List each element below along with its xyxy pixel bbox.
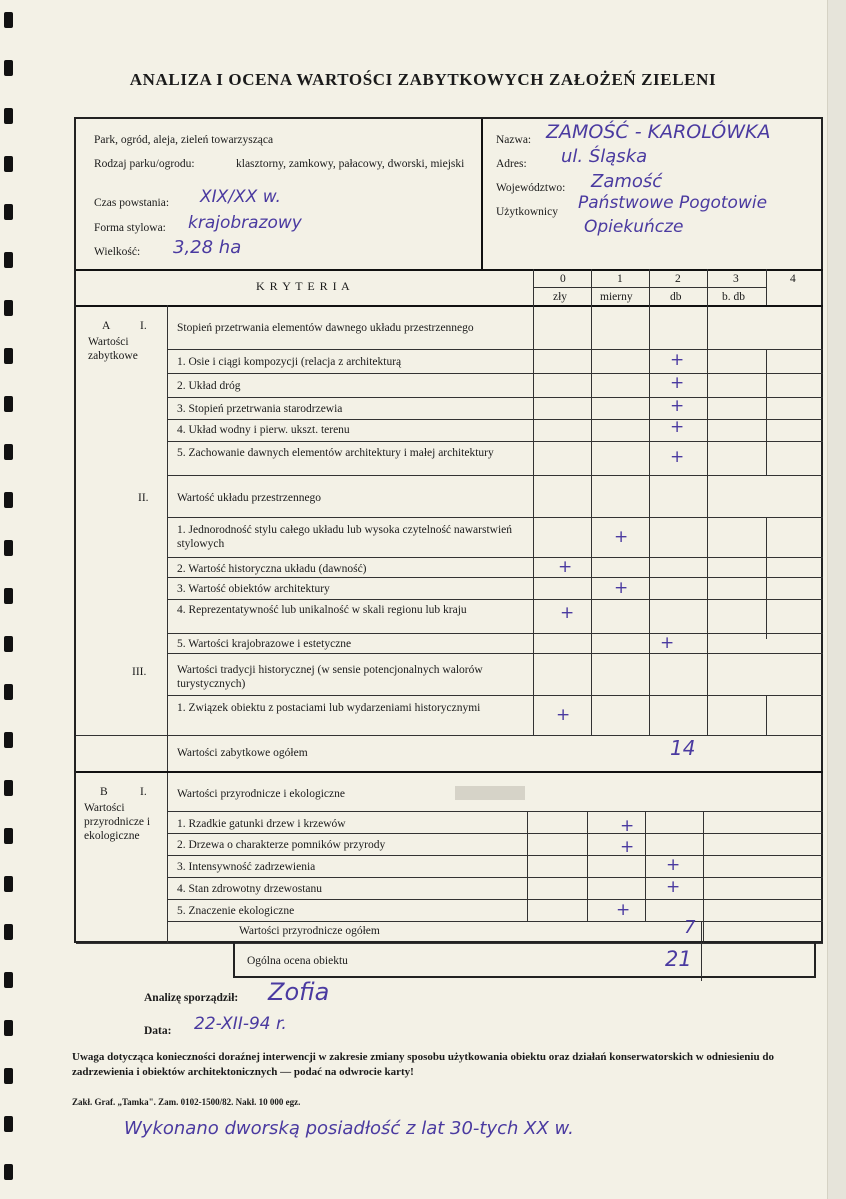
mark-a1-1: + xyxy=(670,350,685,370)
mark-a2-5: + xyxy=(660,633,675,653)
address-value: ul. Śląska xyxy=(561,146,648,167)
address-label: Adres: xyxy=(496,158,527,170)
mark-b1-1: + xyxy=(620,816,635,836)
mark-a2-4: + xyxy=(560,603,575,623)
ink-smudge xyxy=(455,786,525,800)
users-value-2: Opiekuńcze xyxy=(584,217,684,237)
overall-value: 21 xyxy=(665,947,692,971)
col-3-word: b. db xyxy=(722,291,745,303)
section-b-total-value: 7 xyxy=(684,917,696,938)
type-options: klasztorny, zamkowy, pałacowy, dworski, miejski xyxy=(236,158,465,170)
assessment-form xyxy=(74,117,823,943)
criterion-a1-2: 2. Układ dróg xyxy=(177,380,241,392)
criteria-label: K R Y T E R I A xyxy=(256,279,351,293)
section-a-letter: A xyxy=(102,320,111,332)
criterion-b1-1: 1. Rzadkie gatunki drzew i krzewów xyxy=(177,818,346,830)
date-value: 22-XII-94 r. xyxy=(194,1014,287,1034)
mark-b1-2: + xyxy=(620,837,635,857)
users-value-1: Państwowe Pogotowie xyxy=(578,193,768,213)
section-a-total-label: Wartości zabytkowe ogółem xyxy=(177,747,308,759)
criterion-a2-2: 2. Wartość historyczna układu (dawność) xyxy=(177,563,367,575)
criterion-a1-3: 3. Stopień przetrwania starodrzewia xyxy=(177,403,343,415)
section-b-total-label: Wartości przyrodnicze ogółem xyxy=(239,925,380,937)
criterion-a1-5: 5. Zachowanie dawnych elementów architektury i małej architektury xyxy=(177,447,494,459)
voivodeship-value: Zamość xyxy=(591,171,663,192)
section-a-roman: I. xyxy=(140,320,147,332)
group-a3-title: Wartości tradycji historycznej (w sensie potencjonalnych walorów turystycznych) xyxy=(177,664,483,690)
criterion-a3-1: 1. Związek obiektu z postaciami lub wydarzeniami historycznymi xyxy=(177,702,481,714)
group-a2-title: Wartość układu przestrzennego xyxy=(177,492,322,504)
date-label: Data: xyxy=(144,1025,172,1037)
col-0-word: zły xyxy=(553,291,568,303)
col-0-number: 0 xyxy=(560,273,566,285)
mark-a3-1: + xyxy=(556,705,571,725)
criterion-a2-5: 5. Wartości krajobrazowe i estetyczne xyxy=(177,638,352,650)
group-b1-title: Wartości przyrodnicze i ekologiczne xyxy=(177,788,345,800)
style-value: krajobrazowy xyxy=(188,213,302,233)
criterion-b1-3: 3. Intensywność zadrzewienia xyxy=(177,861,316,873)
col-2-number: 2 xyxy=(675,273,681,285)
criterion-a2-4: 4. Reprezentatywność lub unikalność w skali regionu lub kraju xyxy=(177,604,467,616)
document-title: ANALIZA I OCENA WARTOŚCI ZABYTKOWYCH ZAŁOŻEŃ ZIELENI xyxy=(129,70,717,89)
mark-a1-5: + xyxy=(670,447,685,467)
criterion-b1-5: 5. Znaczenie ekologiczne xyxy=(177,905,295,917)
mark-a2-2: + xyxy=(558,557,573,577)
mark-a1-2: + xyxy=(670,373,685,393)
paper-edge xyxy=(827,0,846,1199)
type-label: Rodzaj parku/ogrodu: xyxy=(94,158,195,170)
group-a1-title: Stopień przetrwania elementów dawnego układu przestrzennego xyxy=(177,322,474,334)
criterion-b1-2: 2. Drzewa o charakterze pomników przyrody xyxy=(177,839,386,851)
users-label: Użytkownicy xyxy=(496,206,558,218)
voivodeship-label: Województwo: xyxy=(496,182,566,194)
mark-a1-4: + xyxy=(670,417,685,437)
section-a-name: Wartości zabytkowe xyxy=(88,336,138,362)
size-value: 3,28 ha xyxy=(173,237,242,258)
mark-a1-3: + xyxy=(670,396,685,416)
overall-box xyxy=(233,941,816,978)
footer-note: Uwaga dotycząca konieczności doraźnej interwencji w zakresie zmiany sposobu użytkowania obiektu oraz działań konserwatorskich w odniesieniu do zadrzewienia i obiektów architektonicznych — podać na odwrocie karty! xyxy=(72,1051,774,1078)
mark-b1-5: + xyxy=(616,900,631,920)
section-b-name: Wartości przyrodnicze i ekologiczne xyxy=(84,802,151,842)
col-2-word: db xyxy=(670,291,682,303)
print-info: Zakł. Graf. „Tamka". Zam. 0102-1500/82. Nakł. 10 000 egz. xyxy=(72,1097,301,1107)
park-label: Park, ogród, aleja, zieleń towarzysząca xyxy=(94,134,274,146)
name-value: ZAMOŚĆ - KAROLÓWKA xyxy=(546,121,771,143)
criterion-a2-3: 3. Wartość obiektów architektury xyxy=(177,583,330,595)
criterion-a1-4: 4. Układ wodny i pierw. ukszt. terenu xyxy=(177,424,350,436)
author-signature: Zofia xyxy=(268,978,330,1006)
col-1-number: 1 xyxy=(617,273,623,285)
section-a-total-value: 14 xyxy=(670,736,696,760)
mark-a2-1: + xyxy=(614,527,629,547)
author-label: Analizę sporządził: xyxy=(144,992,239,1004)
criterion-a2-1: 1. Jednorodność stylu całego układu lub wysoka czytelność nawarstwień stylowych xyxy=(177,524,513,550)
created-value: XIX/XX w. xyxy=(200,187,281,207)
section-b-letter: B xyxy=(100,786,108,798)
criterion-b1-4: 4. Stan zdrowotny drzewostanu xyxy=(177,883,322,895)
col-1-word: mierny xyxy=(600,291,633,303)
name-label: Nazwa: xyxy=(496,134,532,146)
group-a3-roman: III. xyxy=(132,666,147,678)
group-a2-roman: II. xyxy=(138,492,149,504)
mark-b1-3: + xyxy=(666,855,681,875)
criterion-a1-1: 1. Osie i ciągi kompozycji (relacja z architekturą xyxy=(177,356,402,368)
created-label: Czas powstania: xyxy=(94,197,170,209)
style-label: Forma stylowa: xyxy=(94,222,166,234)
overall-label: Ogólna ocena obiektu xyxy=(247,955,348,967)
handwritten-note: Wykonano dworską posiadłość z lat 30-tych XX w. xyxy=(124,1118,574,1139)
mark-b1-4: + xyxy=(666,877,681,897)
spiral-binding xyxy=(0,0,22,1199)
mark-a2-3: + xyxy=(614,578,629,598)
col-4-number: 4 xyxy=(790,273,796,285)
size-label: Wielkość: xyxy=(94,246,141,258)
col-3-number: 3 xyxy=(733,273,739,285)
section-b-roman: I. xyxy=(140,786,147,798)
